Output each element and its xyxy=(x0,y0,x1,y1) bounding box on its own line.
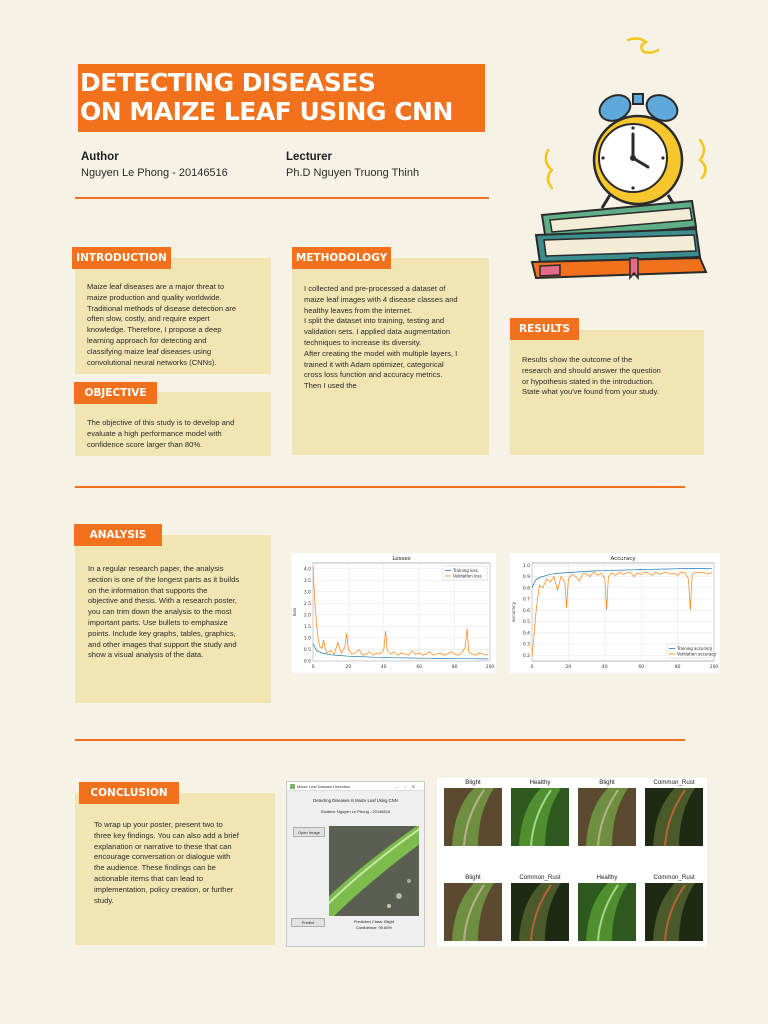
app-student: Student: Nguyen Le Phong - 20146516 xyxy=(320,809,391,814)
header-divider xyxy=(75,197,489,199)
objective-heading: OBJECTIVE xyxy=(74,382,157,404)
y-tick-label: 1.0 xyxy=(303,636,311,642)
y-tick-label: 0.4 xyxy=(522,631,530,637)
y-tick-label: 0.6 xyxy=(522,608,530,614)
x-tick-label: 80 xyxy=(451,665,458,670)
author-value: Nguyen Le Phong - 20146516 xyxy=(81,167,228,179)
confidence-label: Confidence: 99.65% xyxy=(355,925,393,930)
app-icon xyxy=(290,784,295,789)
clock-books-icon xyxy=(530,30,720,280)
sample-label: Blight xyxy=(599,779,615,786)
methodology-heading: METHODOLOGY xyxy=(292,247,391,269)
x-tick-label: 60 xyxy=(416,665,423,670)
y-tick-label: 3.5 xyxy=(303,578,311,584)
analysis-heading: ANALYSIS xyxy=(74,524,162,546)
x-tick-label: 20 xyxy=(565,665,572,670)
methodology-text: I collected and pre-processed a dataset of maize leaf images with 4 disease classes and healthy leaves from the internet. I split the dataset into training, testing and validation sets. I applied data augmentation techniques to increase its diversity. After creating the model with multiple layers, I trained it with Adam optimizer, categorical cross loss function and accuracy metrics. Then I used the xyxy=(304,284,458,391)
predict-button[interactable]: Predict xyxy=(291,918,325,927)
legend-label: Training accuracy xyxy=(677,646,713,651)
y-tick-label: 3.0 xyxy=(303,590,311,596)
legend-label: Training loss xyxy=(453,568,478,573)
x-tick-label: 100 xyxy=(485,665,495,670)
x-tick-label: 20 xyxy=(345,665,352,670)
y-tick-label: 4.0 xyxy=(303,567,311,573)
x-tick-label: 40 xyxy=(380,665,387,670)
lecturer-label: Lecturer xyxy=(286,151,333,163)
x-tick-label: 0 xyxy=(530,665,534,670)
leaf-sample-image xyxy=(645,788,703,846)
leaf-sample-image xyxy=(511,788,569,846)
x-tick-label: 80 xyxy=(674,665,681,670)
prediction-label: Predicted Class: Blight xyxy=(353,919,395,924)
sample-label: Common_Rust xyxy=(519,874,561,881)
x-tick-label: 100 xyxy=(709,665,719,670)
y-axis-label: accuracy xyxy=(512,601,517,623)
accuracy-chart xyxy=(510,553,720,673)
x-tick-label: 60 xyxy=(638,665,645,670)
results-heading: RESULTS xyxy=(510,318,579,340)
x-tick-label: 0 xyxy=(311,665,315,670)
alarm-clock-on-books-illustration xyxy=(530,30,720,280)
sample-label: Common_Rust xyxy=(653,779,695,786)
chart-title: Losses xyxy=(392,556,411,562)
sample-label: Healthy xyxy=(596,874,618,881)
app-title: Maize Leaf Disease Detection xyxy=(297,783,351,789)
conclusion-text: To wrap up your poster, present two to three key findings. You can also add a brief explanation or narrative to these that can encourage conversation or dialogue with the audience. These findings can be actionable items that can lead to implementation, policy creation, or further study. xyxy=(94,820,239,905)
sample-label: Blight xyxy=(465,874,481,881)
open-image-button[interactable]: Open Image xyxy=(293,827,325,837)
analysis-text: In a regular research paper, the analysis section is one of the longest parts as it builds on the information that supports the objective and thesis. With a research poster, you can trim down the analysis to the most important parts. Use bullets to emphasize points. Include key graphs, tables, graphics, and other images that support the study and show a visual analysis of the data. xyxy=(88,564,240,660)
y-tick-label: 0.9 xyxy=(522,575,530,581)
y-tick-label: 1.5 xyxy=(303,624,311,630)
leaf-sample-image xyxy=(578,788,636,846)
chart-title: Accuracy xyxy=(610,556,636,562)
leaf-sample-image xyxy=(444,883,502,941)
y-tick-label: 1.0 xyxy=(522,563,530,569)
app-window-screenshot xyxy=(286,781,425,947)
leaf-sample-image xyxy=(578,883,636,941)
results-text: Results show the outcome of the research and should answer the question or hypothesis stated in the introduction. State what you've found from your study. xyxy=(522,355,661,397)
y-tick-label: 0.7 xyxy=(522,597,530,603)
leaf-preview-icon xyxy=(329,826,419,916)
losses-chart-svg xyxy=(291,553,496,673)
app-heading: Detecting Diseases In Maize Leaf Using CNN xyxy=(313,798,398,803)
introduction-text: Maize leaf diseases are a major threat to maize production and quality worldwide. Traditional methods of disease detection are often slow, costly, and require expert knowledge. Therefore, I propose a deep learning approach for detecting and classifying maize leaf diseases using convolutional neural networks (CNNs). xyxy=(87,282,237,367)
y-tick-label: 2.0 xyxy=(303,613,311,619)
lower-divider xyxy=(75,739,685,741)
sample-images-grid xyxy=(437,778,707,946)
accuracy-chart-svg xyxy=(510,553,720,673)
leaf-sample-image xyxy=(645,883,703,941)
app-titlebar xyxy=(287,782,424,791)
author-label: Author xyxy=(81,151,119,163)
leaf-sample-image xyxy=(511,883,569,941)
losses-chart xyxy=(291,553,496,673)
y-tick-label: 0.0 xyxy=(303,659,311,665)
sample-label: Common_Rust xyxy=(653,874,695,881)
title-line-2: ON MAIZE LEAF USING CNN xyxy=(80,97,453,126)
objective-text: The objective of this study is to develop and evaluate a high performance model with confidence score larger than 80%. xyxy=(87,418,235,449)
leaf-sample-image xyxy=(444,788,502,846)
lecturer-value: Ph.D Nguyen Truong Thinh xyxy=(286,167,420,179)
introduction-heading: INTRODUCTION xyxy=(72,247,171,269)
y-tick-label: 0.5 xyxy=(303,647,311,653)
y-tick-label: 0.8 xyxy=(522,586,530,592)
sample-label: Blight xyxy=(465,779,481,786)
middle-divider xyxy=(75,486,685,488)
y-axis-label: loss xyxy=(293,607,298,617)
x-tick-label: 40 xyxy=(601,665,608,670)
poster-title xyxy=(78,64,485,132)
y-tick-label: 2.5 xyxy=(303,601,311,607)
y-tick-label: 0.3 xyxy=(522,642,530,648)
leaf-preview-image xyxy=(329,826,419,916)
y-tick-label: 0.2 xyxy=(522,653,530,659)
y-tick-label: 0.5 xyxy=(522,620,530,626)
window-controls-icon: –▫✕ xyxy=(396,783,421,789)
conclusion-heading: CONCLUSION xyxy=(79,782,179,804)
title-line-1: DETECTING DISEASES xyxy=(80,68,376,97)
legend-label: Validation accuracy xyxy=(677,651,717,657)
legend-label: Validation loss xyxy=(453,573,482,579)
sample-label: Healthy xyxy=(529,779,551,786)
